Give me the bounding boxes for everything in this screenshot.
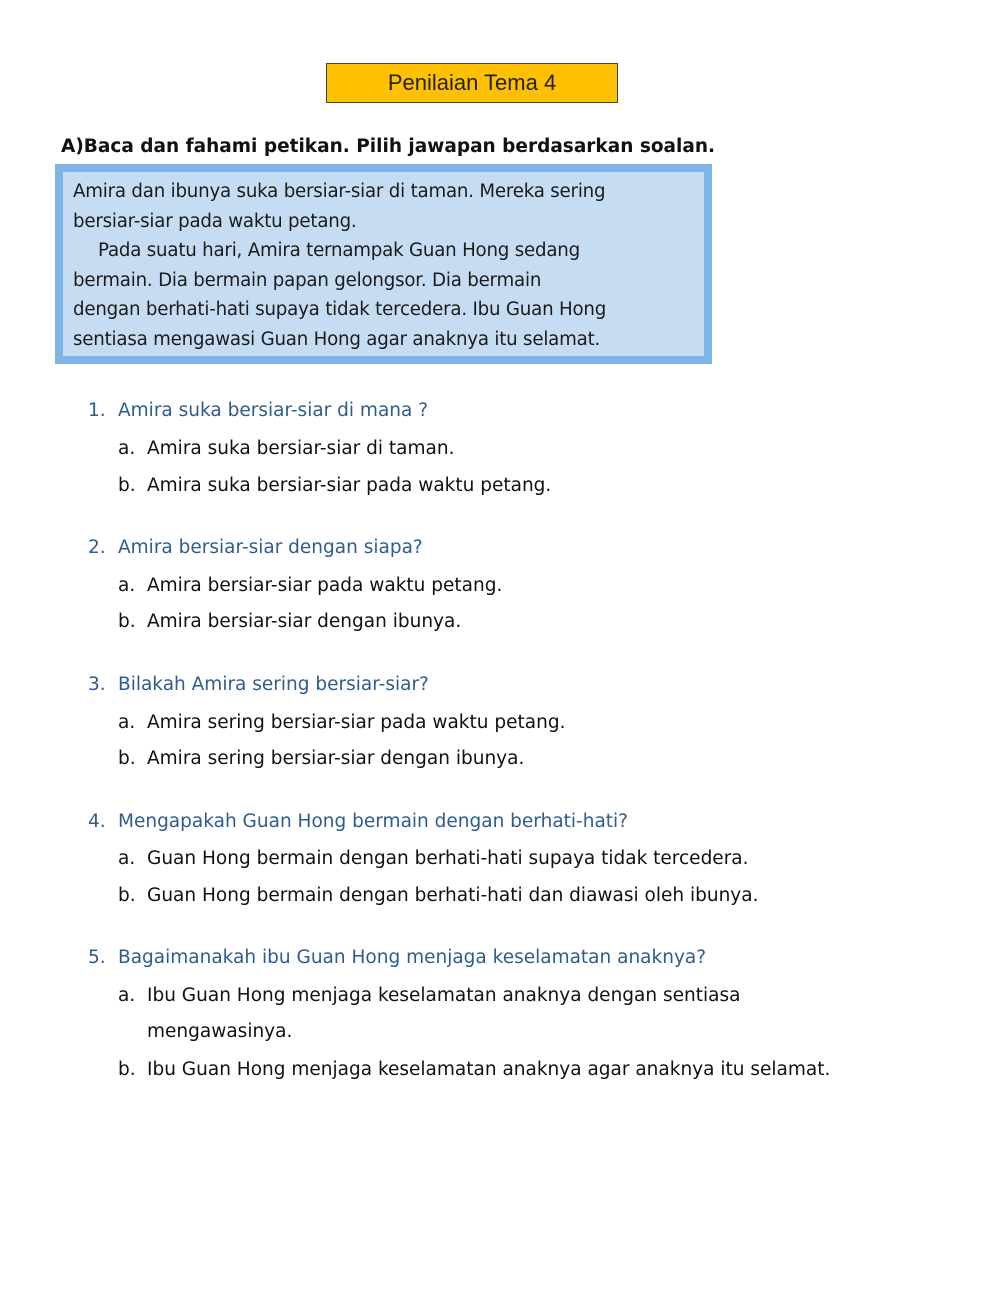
question-text: Bilakah Amira sering bersiar-siar? (118, 674, 429, 695)
question-number: 5. (88, 947, 106, 968)
question-1 (88, 400, 428, 421)
reading-passage-body (63, 172, 704, 356)
passage-line: Pada suatu hari, Amira ternampak Guan Hong sedang (98, 240, 580, 261)
question-3 (88, 674, 429, 695)
question-number: 4. (88, 811, 106, 832)
option-text: Ibu Guan Hong menjaga keselamatan anaknya agar anaknya itu selamat. (147, 1059, 831, 1080)
question-1-option-b[interactable] (118, 468, 551, 504)
question-2 (88, 537, 423, 558)
page-title: Penilaian Tema 4 (326, 63, 618, 103)
passage-line: bermain. Dia bermain papan gelongsor. Dia bermain (73, 269, 542, 291)
option-letter: b. (118, 748, 136, 769)
question-2-option-b[interactable] (118, 604, 461, 640)
question-5-option-b[interactable] (118, 1052, 830, 1088)
option-letter: a. (118, 712, 136, 733)
question-4-option-b[interactable] (118, 878, 758, 914)
option-text: Amira suka bersiar-siar pada waktu petang. (147, 475, 552, 496)
question-5 (88, 947, 706, 968)
option-text: Guan Hong bermain dengan berhati-hati supaya tidak tercedera. (147, 848, 749, 869)
option-letter: b. (118, 885, 136, 906)
passage-line: dengan berhati-hati supaya tidak tercedera. Ibu Guan Hong (73, 299, 607, 320)
instruction-text: A)Baca dan fahami petikan. Pilih jawapan berdasarkan soalan. (61, 136, 716, 157)
question-text: Amira bersiar-siar dengan siapa? (118, 537, 423, 558)
question-3-option-b[interactable] (118, 741, 524, 777)
question-number: 1. (88, 400, 106, 421)
question-5-option-a[interactable] (118, 978, 827, 1050)
option-text: Amira suka bersiar-siar di taman. (147, 438, 455, 459)
option-text: Amira sering bersiar-siar pada waktu petang. (147, 712, 566, 733)
option-letter: a. (118, 438, 136, 459)
question-2-option-a[interactable] (118, 568, 502, 604)
passage-line: bersiar-siar pada waktu petang. (73, 210, 357, 232)
option-letter: a. (118, 848, 136, 869)
question-text: Mengapakah Guan Hong bermain dengan berhati-hati? (118, 811, 628, 832)
option-text: Guan Hong bermain dengan berhati-hati dan diawasi oleh ibunya. (147, 885, 759, 906)
reading-passage (55, 164, 712, 364)
question-text: Bagaimanakah ibu Guan Hong menjaga keselamatan anaknya? (118, 947, 707, 968)
question-text: Amira suka bersiar-siar di mana ? (118, 400, 429, 421)
question-3-option-a[interactable] (118, 705, 565, 741)
option-letter: b. (118, 475, 136, 496)
question-4-option-a[interactable] (118, 841, 749, 877)
option-letter: a. (118, 985, 136, 1006)
question-number: 2. (88, 537, 106, 558)
option-text: Amira bersiar-siar dengan ibunya. (147, 611, 462, 632)
question-number: 3. (88, 674, 106, 695)
question-4 (88, 811, 628, 832)
option-letter: a. (118, 575, 136, 596)
option-letter: b. (118, 1059, 136, 1080)
question-1-option-a[interactable] (118, 431, 454, 467)
passage-line: Amira dan ibunya suka bersiar-siar di taman. Mereka sering (73, 181, 606, 202)
option-text: Amira bersiar-siar pada waktu petang. (147, 575, 503, 596)
option-text: Ibu Guan Hong menjaga keselamatan anaknya dengan sentiasa mengawasinya. (147, 985, 741, 1042)
option-letter: b. (118, 611, 136, 632)
option-text: Amira sering bersiar-siar dengan ibunya. (147, 748, 525, 769)
passage-line: sentiasa mengawasi Guan Hong agar anaknya itu selamat. (73, 328, 601, 350)
